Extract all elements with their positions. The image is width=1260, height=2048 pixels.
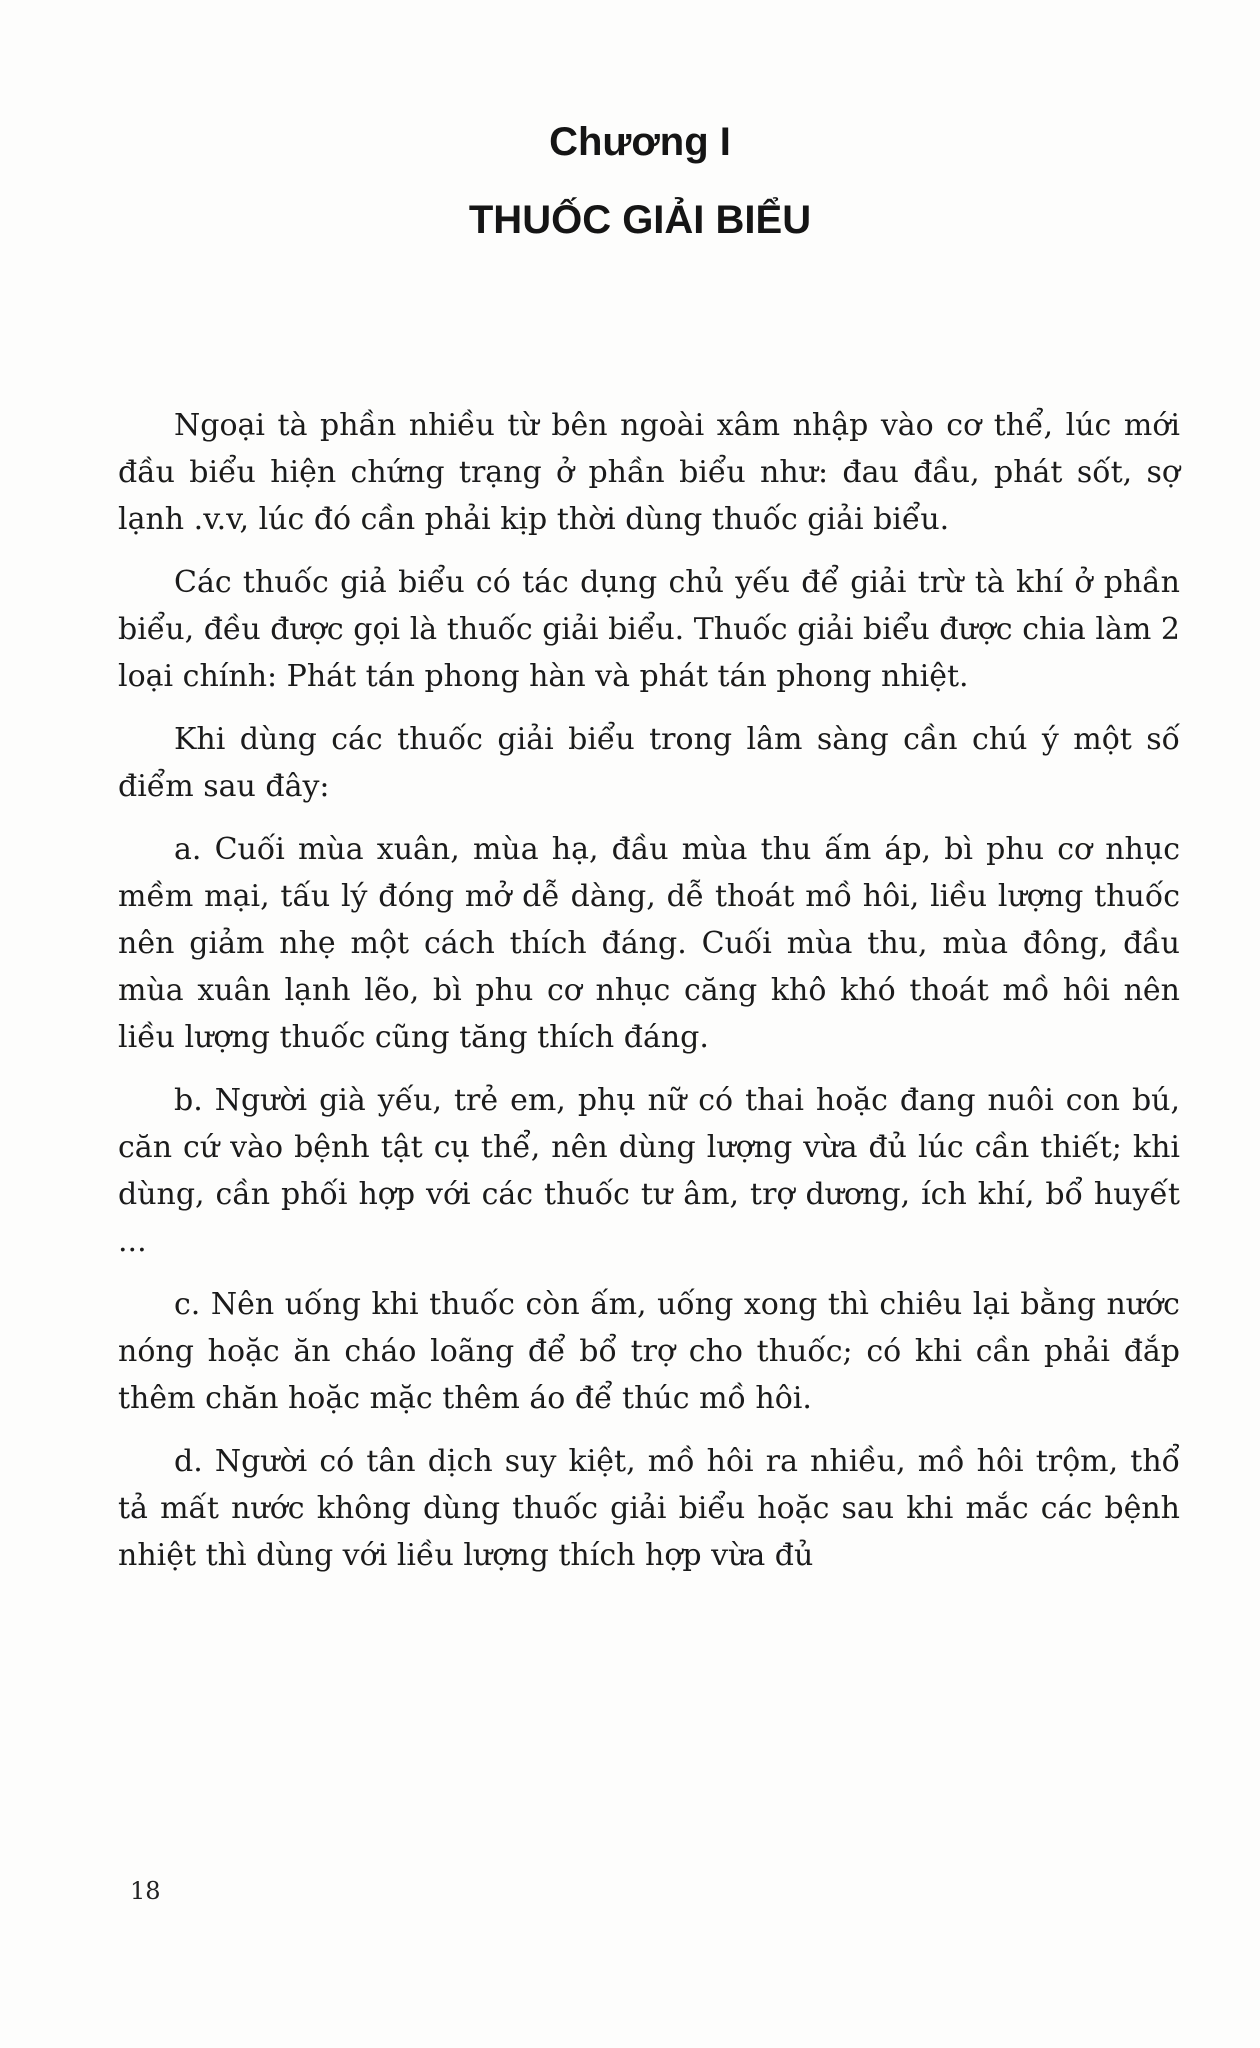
paragraph-notes-intro: Khi dùng các thuốc giải biểu trong lâm sàng cần chú ý một số điểm sau đây: (118, 722, 1180, 804)
chapter-label: Chương I (549, 120, 731, 164)
paragraph-intro: Ngoại tà phần nhiều từ bên ngoài xâm nhập vào cơ thể, lúc mới đầu biểu hiện chứng trạng ở phần biểu như: đau đầu, phát sốt, sợ lạnh .v.v, lúc đó cần phải kịp thời dùng thuốc giải biểu. (118, 408, 1180, 537)
paragraph-note-c: c. Nên uống khi thuốc còn ấm, uống xong thì chiêu lại bằng nước nóng hoặc ăn cháo loãng để bổ trợ cho thuốc; có khi cần phải đắp thêm chăn hoặc mặc thêm áo để thúc mồ hôi. (118, 1287, 1180, 1416)
paragraph-note-a: a. Cuối mùa xuân, mùa hạ, đầu mùa thu ấm áp, bì phu cơ nhục mềm mại, tấu lý đóng mở dễ dàng, dễ thoát mồ hôi, liều lượng thuốc nên giảm nhẹ một cách thích đáng. Cuối mùa thu, mùa đông, đầu mùa xuân lạnh lẽo, bì phu cơ nhục căng khô khó thoát mồ hôi nên liều lượng thuốc cũng tăng thích đáng. (118, 832, 1180, 1055)
page-number: 18 (130, 1877, 161, 1905)
body-text (118, 402, 1180, 1595)
paragraph-note-d: d. Người có tân dịch suy kiệt, mồ hôi ra nhiều, mồ hôi trộm, thổ tả mất nước không dùng thuốc giải biểu hoặc sau khi mắc các bệnh nhiệt thì dùng với liều lượng thích hợp vừa đủ (118, 1444, 1180, 1573)
chapter-header (0, 112, 1260, 250)
chapter-title: THUỐC GIẢI BIỂU (468, 198, 812, 242)
paragraph-note-b: b. Người già yếu, trẻ em, phụ nữ có thai hoặc đang nuôi con bú, căn cứ vào bệnh tật cụ thể, nên dùng lượng vừa đủ lúc cần thiết; khi dùng, cần phối hợp với các thuốc tư âm, trợ dương, ích khí, bổ huyết ... (118, 1083, 1180, 1259)
paragraph-definition: Các thuốc giả biểu có tác dụng chủ yếu để giải trừ tà khí ở phần biểu, đều được gọi là thuốc giải biểu. Thuốc giải biểu được chia làm 2 loại chính: Phát tán phong hàn và phát tán phong nhiệt. (118, 565, 1180, 694)
